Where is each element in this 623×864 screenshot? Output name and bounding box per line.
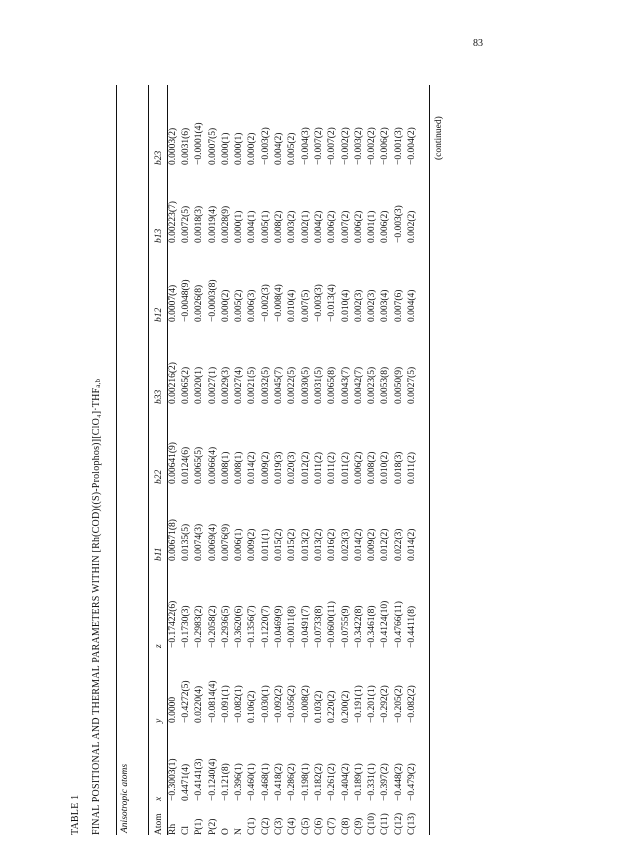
value-cell: −0.397(2) bbox=[380, 763, 391, 801]
header-row bbox=[151, 85, 166, 835]
value-cell: 0.005(2) bbox=[234, 289, 245, 322]
table-row bbox=[179, 85, 192, 835]
value-cell: 0.0021(5) bbox=[247, 366, 258, 404]
value-cell: 0.0031(6) bbox=[180, 127, 191, 165]
value-cell: −0.003(2) bbox=[353, 127, 364, 165]
value-cell: 0.011(2) bbox=[406, 451, 417, 484]
value-cell: −0.396(1) bbox=[234, 763, 245, 801]
value-cell: −0.0755(9) bbox=[340, 605, 351, 648]
value-cell: −0.261(2) bbox=[327, 763, 338, 801]
value-cell: −0.1356(7) bbox=[247, 605, 258, 648]
atom-cell: C(5) bbox=[300, 817, 311, 835]
atom-cell: C(1) bbox=[247, 817, 258, 835]
value-cell: 0.018(3) bbox=[393, 451, 404, 484]
subheading: Anisotropic atoms bbox=[120, 763, 130, 833]
value-cell: −0.006(2) bbox=[380, 127, 391, 165]
table-title-text: FINAL POSITIONAL AND THERMAL PARAMETERS WITHIN [Rh(COD)((S)-Prolophos)][ClO₄]·THF bbox=[91, 387, 102, 835]
table-row bbox=[272, 85, 285, 835]
value-cell: 0.002(3) bbox=[353, 289, 364, 322]
value-cell: 0.4471(4) bbox=[180, 763, 191, 801]
value-cell: 0.0220(4) bbox=[194, 685, 205, 723]
value-cell: 0.0066(4) bbox=[207, 446, 218, 484]
column-header-z: z bbox=[153, 644, 164, 648]
value-cell: −0.030(1) bbox=[260, 685, 271, 723]
value-cell: −0.331(1) bbox=[367, 763, 378, 801]
value-cell: 0.016(2) bbox=[327, 528, 338, 561]
value-cell: 0.009(2) bbox=[367, 528, 378, 561]
page-number: 83 bbox=[473, 38, 483, 49]
value-cell: −0.286(2) bbox=[287, 763, 298, 801]
value-cell: 0.0053(8) bbox=[380, 366, 391, 404]
value-cell: −0.3003(1) bbox=[167, 758, 178, 801]
value-cell: 0.0069(4) bbox=[207, 523, 218, 561]
value-cell: −0.056(2) bbox=[287, 685, 298, 723]
value-cell: −0.008(4) bbox=[274, 284, 285, 322]
value-cell: 0.0045(7) bbox=[274, 366, 285, 404]
value-cell: 0.013(2) bbox=[300, 528, 311, 561]
value-cell: 0.011(2) bbox=[327, 451, 338, 484]
table-row bbox=[405, 85, 418, 835]
table-row bbox=[219, 85, 232, 835]
value-cell: −0.0600(11) bbox=[327, 601, 338, 648]
value-cell: −0.0733(8) bbox=[313, 605, 324, 648]
value-cell: −0.2058(2) bbox=[207, 605, 218, 648]
value-cell: −0.001(3) bbox=[393, 127, 404, 165]
value-cell: −0.1220(7) bbox=[260, 605, 271, 648]
value-cell: −0.091(1) bbox=[220, 685, 231, 723]
table-row bbox=[193, 85, 206, 835]
value-cell: −0.205(2) bbox=[393, 685, 404, 723]
value-cell: 0.010(2) bbox=[380, 451, 391, 484]
value-cell: 0.014(2) bbox=[247, 451, 258, 484]
value-cell: −0.003(3) bbox=[393, 205, 404, 243]
value-cell: 0.015(2) bbox=[287, 528, 298, 561]
value-cell: 0.006(2) bbox=[353, 210, 364, 243]
top-rule bbox=[116, 85, 117, 835]
table-row bbox=[246, 85, 259, 835]
value-cell: 0.006(3) bbox=[247, 289, 258, 322]
value-cell: −0.4124(10) bbox=[380, 600, 391, 648]
value-cell: 0.006(2) bbox=[380, 210, 391, 243]
value-cell: 0.004(4) bbox=[406, 289, 417, 322]
value-cell: 0.0022(5) bbox=[287, 366, 298, 404]
atom-cell: C(4) bbox=[287, 817, 298, 835]
value-cell: −0.4141(3) bbox=[194, 758, 205, 801]
atom-cell: N bbox=[234, 828, 245, 835]
value-cell: −0.008(2) bbox=[300, 685, 311, 723]
value-cell: 0.0020(1) bbox=[194, 366, 205, 404]
value-cell: 0.007(6) bbox=[393, 289, 404, 322]
value-cell: −0.17422(6) bbox=[167, 600, 178, 648]
value-cell: −0.201(1) bbox=[367, 685, 378, 723]
value-cell: −0.3461(8) bbox=[367, 605, 378, 648]
table-row bbox=[365, 85, 378, 835]
value-cell: 0.0065(5) bbox=[194, 446, 205, 484]
value-cell: −0.0001(4) bbox=[194, 122, 205, 165]
column-header-b13: b13 bbox=[153, 228, 164, 243]
value-cell: 0.0050(9) bbox=[393, 366, 404, 404]
value-cell: −0.013(4) bbox=[327, 284, 338, 322]
value-cell: −0.1240(4) bbox=[207, 758, 218, 801]
value-cell: 0.002(2) bbox=[406, 210, 417, 243]
value-cell: −0.2936(5) bbox=[220, 605, 231, 648]
column-header-y: y bbox=[153, 718, 164, 723]
value-cell: 0.019(3) bbox=[274, 451, 285, 484]
atom-cell: P(2) bbox=[207, 818, 218, 835]
value-cell: −0.007(2) bbox=[327, 127, 338, 165]
table-row bbox=[206, 85, 219, 835]
atom-cell: O bbox=[220, 828, 231, 835]
atom-cell: Cl bbox=[180, 826, 191, 835]
value-cell: 0.001(1) bbox=[367, 210, 378, 243]
value-cell: −0.1730(3) bbox=[180, 605, 191, 648]
value-cell: 0.009(2) bbox=[247, 528, 258, 561]
value-cell: 0.004(1) bbox=[247, 210, 258, 243]
table-body bbox=[166, 85, 419, 835]
rotated-table-block bbox=[68, 50, 498, 835]
value-cell: −0.0003(8) bbox=[207, 279, 218, 322]
value-cell: 0.006(2) bbox=[327, 210, 338, 243]
atom-cell: C(9) bbox=[353, 817, 364, 835]
parameters-table bbox=[151, 85, 419, 835]
value-cell: 0.000(2) bbox=[220, 289, 231, 322]
table-row bbox=[299, 85, 312, 835]
value-cell: 0.005(1) bbox=[260, 210, 271, 243]
value-cell: −0.2983(2) bbox=[194, 605, 205, 648]
value-cell: 0.003(2) bbox=[287, 210, 298, 243]
atom-cell: C(12) bbox=[393, 812, 404, 835]
value-cell: −0.182(2) bbox=[313, 763, 324, 801]
value-cell: −0.0814(4) bbox=[207, 680, 218, 723]
value-cell: −0.092(2) bbox=[274, 685, 285, 723]
value-cell: 0.0076(9) bbox=[220, 523, 231, 561]
atom-cell: C(2) bbox=[260, 817, 271, 835]
value-cell: −0.0011(8) bbox=[287, 605, 298, 648]
column-header-b11: b11 bbox=[153, 547, 164, 561]
value-cell: −0.002(3) bbox=[260, 284, 271, 322]
table-row bbox=[312, 85, 325, 835]
value-cell: 0.008(1) bbox=[220, 451, 231, 484]
value-cell: −0.189(1) bbox=[353, 763, 364, 801]
value-cell: −0.082(1) bbox=[234, 685, 245, 723]
value-cell: 0.014(2) bbox=[353, 528, 364, 561]
value-cell: 0.008(1) bbox=[234, 451, 245, 484]
value-cell: −0.448(2) bbox=[393, 763, 404, 801]
column-header-b22: b22 bbox=[153, 469, 164, 484]
value-cell: 0.010(4) bbox=[287, 289, 298, 322]
value-cell: 0.0028(9) bbox=[220, 205, 231, 243]
value-cell: −0.198(1) bbox=[300, 763, 311, 801]
value-cell: −0.404(2) bbox=[340, 763, 351, 801]
continued-note: (continued) bbox=[434, 116, 444, 160]
value-cell: 0.006(2) bbox=[353, 451, 364, 484]
value-cell: 0.007(2) bbox=[340, 210, 351, 243]
value-cell: −0.002(2) bbox=[367, 127, 378, 165]
value-cell: 0.005(2) bbox=[287, 132, 298, 165]
value-cell: 0.0135(5) bbox=[180, 523, 191, 561]
atom-cell: P(1) bbox=[194, 818, 205, 835]
value-cell: 0.0026(8) bbox=[194, 284, 205, 322]
value-cell: 0.0065(8) bbox=[327, 366, 338, 404]
value-cell: 0.000(1) bbox=[234, 210, 245, 243]
value-cell: 0.011(2) bbox=[313, 451, 324, 484]
value-cell: 0.000(1) bbox=[220, 132, 231, 165]
value-cell: 0.0018(3) bbox=[194, 205, 205, 243]
value-cell: 0.00641(9) bbox=[167, 442, 178, 484]
value-cell: −0.418(2) bbox=[274, 763, 285, 801]
value-cell: −0.3620(6) bbox=[234, 605, 245, 648]
table-row bbox=[392, 85, 405, 835]
table-row bbox=[352, 85, 365, 835]
value-cell: −0.4272(5) bbox=[180, 680, 191, 723]
value-cell: −0.468(1) bbox=[260, 763, 271, 801]
value-cell: −0.004(2) bbox=[406, 127, 417, 165]
value-cell: 0.012(2) bbox=[380, 528, 391, 561]
value-cell: 0.00223(7) bbox=[167, 201, 178, 243]
atom-cell: C(11) bbox=[380, 813, 391, 835]
value-cell: −0.0469(9) bbox=[274, 605, 285, 648]
value-cell: 0.014(2) bbox=[406, 528, 417, 561]
header-top-rule bbox=[148, 85, 149, 835]
value-cell: 0.0003(2) bbox=[167, 127, 178, 165]
table-row bbox=[166, 85, 179, 835]
value-cell: 0.00671(8) bbox=[167, 519, 178, 561]
value-cell: −0.4766(11) bbox=[393, 601, 404, 648]
value-cell: 0.008(2) bbox=[367, 451, 378, 484]
value-cell: 0.004(2) bbox=[274, 132, 285, 165]
value-cell: 0.0027(1) bbox=[207, 366, 218, 404]
table-row bbox=[286, 85, 299, 835]
value-cell: −0.0491(7) bbox=[300, 605, 311, 648]
value-cell: 0.009(2) bbox=[260, 451, 271, 484]
value-cell: 0.011(2) bbox=[340, 451, 351, 484]
value-cell: 0.200(2) bbox=[340, 690, 351, 723]
column-header-b23: b23 bbox=[153, 150, 164, 165]
value-cell: 0.106(2) bbox=[247, 690, 258, 723]
table-label: TABLE 1 bbox=[70, 794, 81, 835]
table-row bbox=[232, 85, 245, 835]
value-cell: −0.191(1) bbox=[353, 685, 364, 723]
column-header-atom: Atom bbox=[153, 813, 164, 835]
value-cell: 0.020(3) bbox=[287, 451, 298, 484]
value-cell: −0.460(1) bbox=[247, 763, 258, 801]
atom-cell: C(10) bbox=[367, 812, 378, 835]
value-cell: 0.0030(5) bbox=[300, 366, 311, 404]
table-title-footnote-marks: a,b bbox=[94, 378, 102, 388]
value-cell: 0.008(2) bbox=[274, 210, 285, 243]
column-header-x: x bbox=[153, 796, 164, 801]
value-cell: 0.004(2) bbox=[313, 210, 324, 243]
value-cell: 0.023(3) bbox=[340, 528, 351, 561]
value-cell: 0.0023(5) bbox=[367, 366, 378, 404]
value-cell: 0.000(1) bbox=[234, 132, 245, 165]
atom-cell: C(3) bbox=[274, 817, 285, 835]
atom-cell: C(13) bbox=[406, 812, 417, 835]
value-cell: 0.002(3) bbox=[367, 289, 378, 322]
value-cell: −0.003(2) bbox=[260, 127, 271, 165]
table-row bbox=[339, 85, 352, 835]
value-cell: 0.0043(7) bbox=[340, 366, 351, 404]
value-cell: −0.004(3) bbox=[300, 127, 311, 165]
atom-cell: C(8) bbox=[340, 817, 351, 835]
value-cell: 0.0042(7) bbox=[353, 366, 364, 404]
value-cell: 0.0007(5) bbox=[207, 127, 218, 165]
value-cell: 0.007(5) bbox=[300, 289, 311, 322]
column-header-b33: b33 bbox=[153, 389, 164, 404]
value-cell: 0.0072(5) bbox=[180, 205, 191, 243]
value-cell: −0.0048(9) bbox=[180, 279, 191, 322]
value-cell: −0.002(2) bbox=[340, 127, 351, 165]
value-cell: 0.0007(4) bbox=[167, 284, 178, 322]
value-cell: 0.002(1) bbox=[300, 210, 311, 243]
value-cell: 0.015(2) bbox=[274, 528, 285, 561]
value-cell: −0.082(2) bbox=[406, 685, 417, 723]
value-cell: 0.010(4) bbox=[340, 289, 351, 322]
value-cell: 0.022(3) bbox=[393, 528, 404, 561]
value-cell: −0.4411(8) bbox=[406, 605, 417, 648]
atom-cell: Rh bbox=[167, 823, 178, 835]
value-cell: 0.013(2) bbox=[313, 528, 324, 561]
value-cell: 0.220(2) bbox=[327, 690, 338, 723]
value-cell: −0.479(2) bbox=[406, 763, 417, 801]
table-row bbox=[379, 85, 392, 835]
value-cell: 0.0074(3) bbox=[194, 523, 205, 561]
value-cell: 0.012(2) bbox=[300, 451, 311, 484]
atom-cell: C(7) bbox=[327, 817, 338, 835]
value-cell: −0.3422(8) bbox=[353, 605, 364, 648]
value-cell: −0.121(8) bbox=[220, 763, 231, 801]
value-cell: 0.0031(5) bbox=[313, 366, 324, 404]
value-cell: 0.103(2) bbox=[313, 690, 324, 723]
value-cell: 0.0032(5) bbox=[260, 366, 271, 404]
value-cell: 0.003(4) bbox=[380, 289, 391, 322]
value-cell: 0.0065(2) bbox=[180, 366, 191, 404]
table-title bbox=[91, 379, 102, 835]
value-cell: 0.000(2) bbox=[247, 132, 258, 165]
table-row bbox=[259, 85, 272, 835]
bottom-rule bbox=[429, 85, 430, 835]
value-cell: −0.292(2) bbox=[380, 685, 391, 723]
value-cell: −0.007(2) bbox=[313, 127, 324, 165]
value-cell: 0.0019(4) bbox=[207, 205, 218, 243]
value-cell: 0.0000 bbox=[167, 696, 178, 723]
value-cell: 0.0029(3) bbox=[220, 366, 231, 404]
value-cell: 0.006(1) bbox=[234, 528, 245, 561]
table-row bbox=[326, 85, 339, 835]
value-cell: −0.003(3) bbox=[313, 284, 324, 322]
value-cell: 0.0027(5) bbox=[406, 366, 417, 404]
atom-cell: C(6) bbox=[313, 817, 324, 835]
column-header-b12: b12 bbox=[153, 307, 164, 322]
value-cell: 0.00216(2) bbox=[167, 362, 178, 404]
value-cell: 0.011(1) bbox=[260, 528, 271, 561]
value-cell: 0.0124(6) bbox=[180, 446, 191, 484]
value-cell: 0.0027(4) bbox=[234, 366, 245, 404]
